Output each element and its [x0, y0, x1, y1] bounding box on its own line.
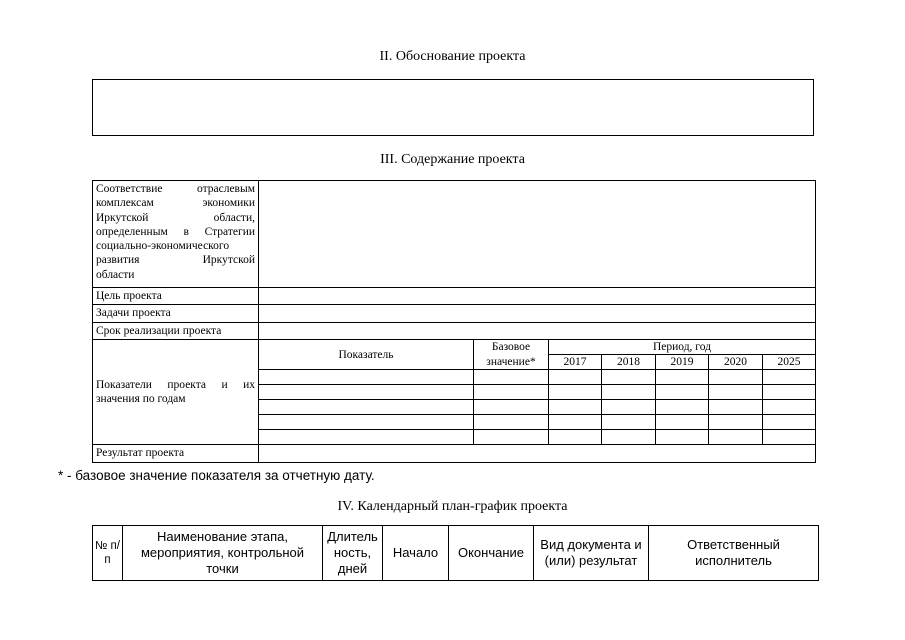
start-column-header: Начало	[383, 526, 449, 581]
project-content-table	[92, 180, 816, 463]
base-value-column-header: Базовое значение*	[474, 339, 549, 370]
indicator-column-header: Показатель	[259, 339, 474, 370]
justification-box	[92, 79, 814, 136]
year-2019-header: 2019	[656, 355, 709, 370]
calendar-plan-table	[92, 525, 819, 581]
section-4-title: IV. Календарный план-график проекта	[337, 499, 568, 514]
goal-value	[259, 288, 816, 305]
year-2017-header: 2017	[549, 355, 602, 370]
goal-label: Цель проекта	[93, 288, 259, 305]
year-2020-header: 2020	[709, 355, 763, 370]
end-column-header: Окончание	[449, 526, 534, 581]
result-label: Результат проекта	[93, 445, 259, 462]
result-value	[259, 445, 816, 462]
correspondence-line: развития Иркутской	[96, 254, 255, 267]
year-2018-header: 2018	[602, 355, 656, 370]
term-value	[259, 322, 816, 339]
correspondence-line: комплексам экономики	[96, 197, 255, 210]
correspondence-line: Соответствие отраслевым	[96, 183, 255, 195]
tasks-value	[259, 305, 816, 322]
correspondence-line: Иркутской области,	[96, 211, 255, 224]
period-column-header: Период, год	[549, 339, 816, 354]
correspondence-line: области	[96, 268, 135, 281]
section-3-title: III. Содержание проекта	[380, 152, 525, 167]
correspondence-value	[259, 181, 816, 288]
year-2025-header: 2025	[763, 355, 816, 370]
term-label: Срок реализации проекта	[93, 322, 259, 339]
document-column-header: Вид документа и (или) результат	[534, 526, 649, 581]
responsible-column-header: Ответственный исполнитель	[649, 526, 819, 581]
section-2-title: II. Обоснование проекта	[379, 49, 526, 64]
indicators-label: Показатели проекта и их значения по годам	[93, 339, 259, 445]
tasks-label: Задачи проекта	[93, 305, 259, 322]
correspondence-line: определенным в Стратегии	[96, 225, 255, 238]
correspondence-label	[93, 181, 259, 288]
duration-column-header: Длитель ность, дней	[323, 526, 383, 581]
correspondence-line: социально-экономического	[96, 240, 230, 253]
base-value-footnote: * - базовое значение показателя за отчетную дату.	[58, 468, 375, 483]
stage-name-column-header: Наименование этапа, мероприятия, контрольной точки	[123, 526, 323, 581]
number-column-header: № п/п	[93, 526, 123, 581]
